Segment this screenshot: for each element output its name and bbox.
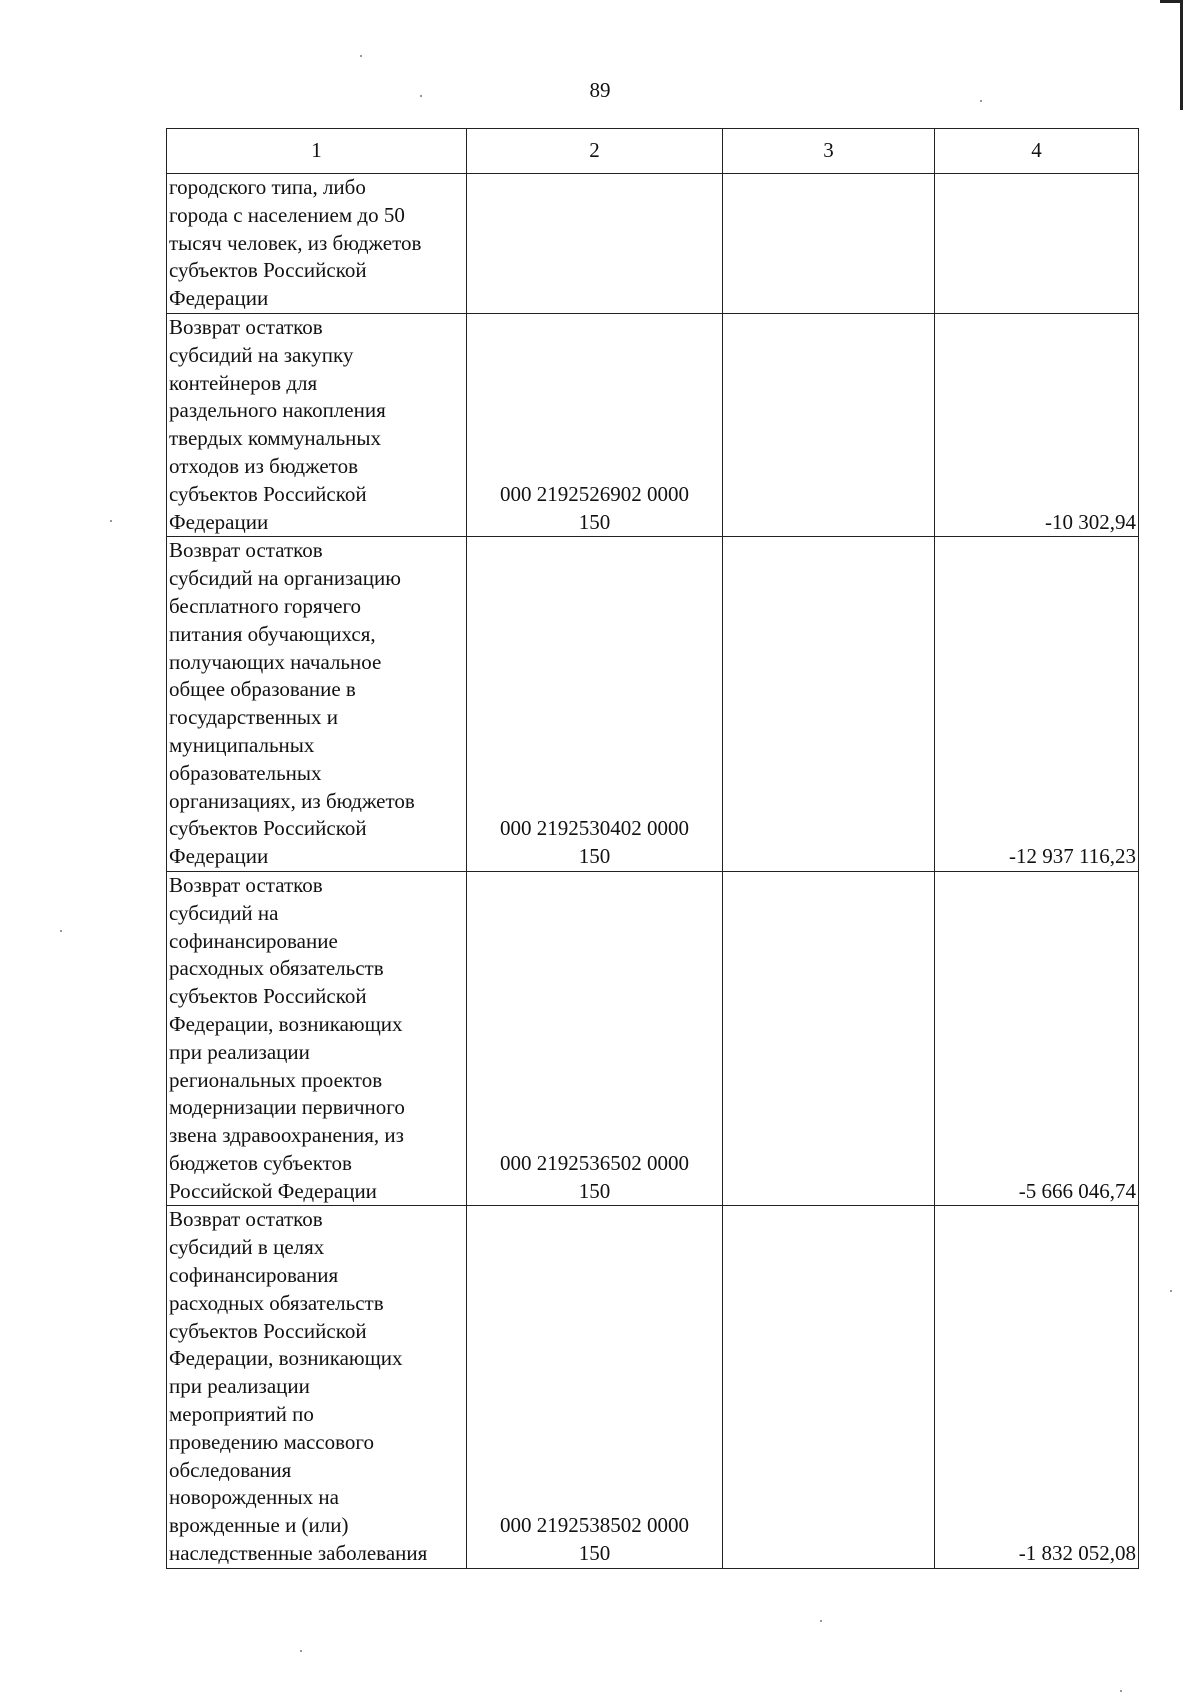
scan-speck: [360, 55, 362, 57]
row-description: городского типа, либо города с населением до 50 тысяч человек, из бюджетов субъектов Российской Федерации: [167, 174, 467, 314]
row-description: Возврат остатков субсидий в целях софинансирования расходных обязательств субъектов Российской Федерации, возникающих при реализации мероприятий по проведению массового обследования новорожденных на врожденные и (или) наследственные заболевания: [167, 1206, 467, 1568]
row-column-3: [723, 537, 935, 872]
row-description: Возврат остатков субсидий на организацию бесплатного горячего питания обучающихся, получающих начальное общее образование в государственных и муниципальных образовательных организациях, из бюджетов субъектов Российской Федерации: [167, 537, 467, 872]
row-amount: -10 302,94: [935, 313, 1139, 536]
row-column-3: [723, 871, 935, 1206]
column-header: 4: [935, 129, 1139, 174]
column-header: 3: [723, 129, 935, 174]
row-amount: -12 937 116,23: [935, 537, 1139, 872]
table-header-row: [167, 129, 1139, 174]
scan-frame-edge: [1160, 0, 1182, 3]
scan-speck: [1170, 1290, 1172, 1292]
budget-table: [166, 128, 1139, 1569]
row-budget-code: 000 2192530402 0000 150: [467, 537, 723, 872]
scan-speck: [300, 1650, 302, 1652]
column-header: 1: [167, 129, 467, 174]
table-row: [167, 1206, 1139, 1568]
scan-speck: [110, 520, 112, 522]
row-amount: -1 832 052,08: [935, 1206, 1139, 1568]
table-row: [167, 537, 1139, 872]
row-budget-code: [467, 174, 723, 314]
row-column-3: [723, 1206, 935, 1568]
row-amount: -5 666 046,74: [935, 871, 1139, 1206]
row-budget-code: 000 2192536502 0000 150: [467, 871, 723, 1206]
table-row: [167, 174, 1139, 314]
row-description: Возврат остатков субсидий на закупку контейнеров для раздельного накопления твердых коммунальных отходов из бюджетов субъектов Российской Федерации: [167, 313, 467, 536]
scan-speck: [1120, 1690, 1122, 1692]
row-column-3: [723, 313, 935, 536]
scan-speck: [820, 1620, 822, 1622]
row-amount: [935, 174, 1139, 314]
row-budget-code: 000 2192538502 0000 150: [467, 1206, 723, 1568]
scan-speck: [420, 95, 422, 97]
row-budget-code: 000 2192526902 0000 150: [467, 313, 723, 536]
scan-speck: [60, 930, 62, 932]
row-description: Возврат остатков субсидий на софинансирование расходных обязательств субъектов Российской Федерации, возникающих при реализации региональных проектов модернизации первичного звена здравоохранения, из бюджетов субъектов Российской Федерации: [167, 871, 467, 1206]
column-header: 2: [467, 129, 723, 174]
page-number: 89: [589, 78, 611, 102]
table-row: [167, 871, 1139, 1206]
table-row: [167, 313, 1139, 536]
row-column-3: [723, 174, 935, 314]
scan-speck: [980, 100, 982, 102]
